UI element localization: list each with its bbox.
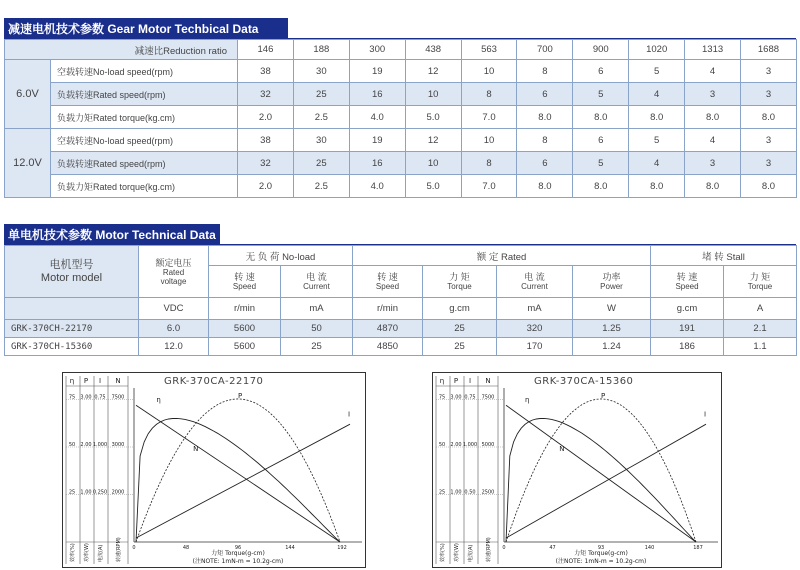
value-cell: 4 [685, 129, 741, 152]
value-cell: 25 [293, 83, 349, 106]
value-cell: 8.0 [629, 106, 685, 129]
value-cell: 8 [517, 129, 573, 152]
value-cell: 191 [651, 320, 724, 338]
ratio-cell: 700 [517, 40, 573, 60]
voltage-header [139, 246, 209, 298]
value-cell: 3 [741, 60, 797, 83]
value-cell: 3 [685, 83, 741, 106]
x-tick-label: 47 [549, 545, 556, 551]
value-cell: 8 [517, 60, 573, 83]
col-header: 电 流 Current [497, 266, 573, 298]
value-cell: 50 [281, 320, 353, 338]
unit-cell: r/min [209, 298, 281, 320]
x-tick-label: 48 [182, 545, 190, 551]
value-cell: 2.5 [293, 175, 349, 198]
voltage-header-cn: 额定电压 [155, 257, 192, 268]
value-cell: 25 [423, 320, 497, 338]
value-cell: 25 [423, 338, 497, 356]
y-axis-label: 功率(W) [454, 543, 460, 562]
value-cell: 38 [238, 129, 294, 152]
value-cell: 8.0 [573, 175, 629, 198]
col-header: 转 速 Speed [353, 266, 423, 298]
chart-title: GRK-370CA-22170 [164, 376, 264, 387]
x-tick-label: 0 [502, 545, 506, 551]
voltage-label: 12.0V [5, 129, 51, 198]
y-tick-label: 50 [68, 442, 76, 448]
value-cell: 5600 [209, 338, 281, 356]
y-tick-label: 2.00 [450, 442, 462, 448]
value-cell: 30 [293, 129, 349, 152]
value-cell: 19 [349, 60, 405, 83]
y-axis-label: 效率(%) [440, 543, 446, 562]
column-head: η [439, 377, 445, 385]
column-head: I [98, 377, 102, 385]
value-cell: 7.0 [461, 175, 517, 198]
value-cell: 5.0 [405, 106, 461, 129]
stall-header: 堵 转 Stall [651, 246, 797, 266]
y-tick-label: 25 [438, 489, 446, 496]
chart-title: GRK-370CA-15360 [534, 376, 634, 387]
column-head: I [468, 377, 472, 385]
value-cell: 8.0 [517, 106, 573, 129]
y-tick-label: 25 [68, 489, 76, 496]
x-tick-label: 0 [132, 545, 136, 551]
value-cell: 10 [461, 129, 517, 152]
y-tick-label: 3.00 [80, 394, 92, 401]
value-cell: 3 [741, 152, 797, 175]
value-cell: 12 [405, 129, 461, 152]
y-axis-label: 效率(%) [70, 543, 76, 562]
power-label: P [601, 392, 606, 400]
value-cell: 12.0 [139, 338, 209, 356]
y-tick-label: 0.75 [94, 394, 106, 401]
motor-section-title: 单电机技术参数 Motor Technical Data [4, 224, 220, 246]
value-cell: 25 [293, 152, 349, 175]
speed-label: N [193, 444, 199, 453]
value-cell: 1.1 [724, 338, 797, 356]
value-cell: 2.0 [238, 106, 294, 129]
row-label: 负载转速Rated speed(rpm) [51, 83, 238, 106]
performance-chart-22170 [62, 372, 366, 568]
column-head: P [453, 377, 459, 385]
speed-label: N [559, 444, 565, 453]
value-cell: 186 [651, 338, 724, 356]
ratio-cell: 146 [238, 40, 294, 60]
column-head: P [83, 377, 89, 385]
x-axis-label: 力矩 Torque(g-cm) [211, 550, 265, 557]
gear-table [4, 39, 797, 198]
y-tick-label: 1.000 [462, 442, 478, 448]
value-cell: 16 [349, 152, 405, 175]
value-cell: 4 [629, 83, 685, 106]
row-label: 负载力矩Rated torque(kg.cm) [51, 106, 238, 129]
performance-chart-15360 [432, 372, 722, 568]
x-tick-label: 96 [234, 545, 242, 551]
value-cell: 8.0 [573, 106, 629, 129]
col-header: 电 流 Current [281, 266, 353, 298]
model-header-en: Motor model [40, 271, 103, 284]
value-cell: 8 [461, 83, 517, 106]
value-cell: 5.0 [405, 175, 461, 198]
value-cell: 6.0 [139, 320, 209, 338]
value-cell: 3 [741, 129, 797, 152]
chart-note: (注NOTE: 1mN-m = 10.2g-cm) [192, 558, 284, 565]
y-tick-label: 2500 [481, 489, 495, 496]
y-tick-label: 75 [438, 394, 446, 401]
value-cell: 6 [517, 152, 573, 175]
value-cell: 19 [349, 129, 405, 152]
value-cell: 8.0 [741, 106, 797, 129]
row-label: 负载力矩Rated torque(kg.cm) [51, 175, 238, 198]
value-cell: 8 [461, 152, 517, 175]
value-cell: 5 [629, 60, 685, 83]
ratio-cell: 900 [573, 40, 629, 60]
row-label: 空载转速No-load speed(rpm) [51, 129, 238, 152]
value-cell: 8.0 [517, 175, 573, 198]
unit-cell: mA [497, 298, 573, 320]
unit-cell: g.cm [651, 298, 724, 320]
ratio-label: 减速比Reduction ratio [5, 40, 238, 60]
value-cell: 30 [293, 60, 349, 83]
value-cell: 38 [238, 60, 294, 83]
x-tick-label: 140 [644, 545, 655, 551]
y-tick-label: 2.00 [80, 442, 92, 448]
model-header-cn: 电机型号 [49, 258, 94, 271]
y-tick-label: 2000 [111, 489, 125, 496]
value-cell: 5600 [209, 320, 281, 338]
y-axis-label: 转速(RPM) [486, 537, 492, 562]
y-axis-label: 电流(A) [468, 544, 474, 562]
y-tick-label: 7500 [481, 394, 495, 401]
value-cell: 2.0 [238, 175, 294, 198]
value-cell: 8.0 [685, 175, 741, 198]
chart-note: (注NOTE: 1mN-m = 10.2g-cm) [555, 558, 647, 565]
unit-cell: VDC [139, 298, 209, 320]
value-cell: 12 [405, 60, 461, 83]
x-tick-label: 192 [337, 545, 347, 551]
value-cell: 25 [281, 338, 353, 356]
value-cell: 10 [405, 83, 461, 106]
value-cell: 10 [461, 60, 517, 83]
value-cell: 4 [629, 152, 685, 175]
value-cell: 2.5 [293, 106, 349, 129]
y-tick-label: 75 [68, 394, 76, 401]
x-tick-label: 187 [693, 545, 703, 551]
y-tick-label: 50 [438, 442, 446, 448]
value-cell: 32 [238, 152, 294, 175]
current-label: I [348, 410, 351, 419]
y-tick-label: 0.250 [92, 489, 108, 496]
column-head: η [69, 377, 75, 385]
ratio-cell: 1688 [741, 40, 797, 60]
y-tick-label: 0.75 [464, 394, 476, 401]
motor-table [4, 245, 797, 356]
value-cell: 4850 [353, 338, 423, 356]
value-cell: 6 [573, 60, 629, 83]
power-label: P [238, 392, 243, 400]
value-cell: 8.0 [741, 175, 797, 198]
ratio-cell: 563 [461, 40, 517, 60]
value-cell: 2.1 [724, 320, 797, 338]
value-cell: 32 [238, 83, 294, 106]
value-cell: 4.0 [349, 106, 405, 129]
y-tick-label: 1.00 [450, 489, 462, 496]
voltage-label: 6.0V [5, 60, 51, 129]
value-cell: 320 [497, 320, 573, 338]
model-header [5, 246, 139, 298]
value-cell: 1.25 [573, 320, 651, 338]
col-header: 转 速 Speed [209, 266, 281, 298]
noload-header: 无 负 荷 No-load [209, 246, 353, 266]
y-tick-label: 1.000 [92, 442, 108, 448]
model-cell: GRK-370CH-15360 [5, 338, 139, 356]
voltage-header-en2: voltage [160, 276, 187, 286]
col-header: 功率 Power [573, 266, 651, 298]
model-cell: GRK-370CH-22170 [5, 320, 139, 338]
value-cell: 3 [741, 83, 797, 106]
value-cell: 7.0 [461, 106, 517, 129]
value-cell: 3 [685, 152, 741, 175]
value-cell: 5 [629, 129, 685, 152]
col-header: 力 矩 Torque [423, 266, 497, 298]
y-tick-label: 3.00 [450, 394, 462, 401]
gear-section-title: 减速电机技术参数 Gear Motor Techbical Data [4, 18, 288, 40]
col-header: 力 矩 Torque [724, 266, 797, 298]
chart-frame [433, 373, 722, 568]
y-axis-label: 转速(RPM) [116, 537, 122, 562]
ratio-cell: 300 [349, 40, 405, 60]
ratio-cell: 188 [293, 40, 349, 60]
value-cell: 4 [685, 60, 741, 83]
rated-header: 额 定 Rated [353, 246, 651, 266]
column-head: N [485, 377, 491, 385]
y-tick-label: 0.50 [464, 489, 476, 496]
unit-cell: W [573, 298, 651, 320]
voltage-header-en1: Rated [162, 267, 185, 277]
value-cell: 10 [405, 152, 461, 175]
x-tick-label: 93 [597, 545, 605, 551]
y-tick-label: 7500 [111, 394, 125, 401]
value-cell: 6 [517, 83, 573, 106]
current-label: I [704, 410, 707, 419]
efficiency-label: η [156, 396, 161, 404]
ratio-cell: 1313 [685, 40, 741, 60]
unit-cell: g.cm [423, 298, 497, 320]
y-tick-label: 5000 [481, 442, 495, 448]
x-axis-label: 力矩 Torque(g-cm) [574, 550, 628, 557]
value-cell: 8.0 [629, 175, 685, 198]
value-cell: 4870 [353, 320, 423, 338]
y-axis-label: 电流(A) [98, 544, 104, 562]
row-label: 负载转速Rated speed(rpm) [51, 152, 238, 175]
column-head: N [115, 377, 121, 385]
value-cell: 5 [573, 152, 629, 175]
ratio-cell: 438 [405, 40, 461, 60]
row-label: 空载转速No-load speed(rpm) [51, 60, 238, 83]
value-cell: 1.24 [573, 338, 651, 356]
col-header: 转 速 Speed [651, 266, 724, 298]
y-tick-label: 3000 [111, 442, 125, 448]
unit-cell: A [724, 298, 797, 320]
model-unit-cell [5, 298, 139, 320]
unit-cell: mA [281, 298, 353, 320]
value-cell: 5 [573, 83, 629, 106]
value-cell: 6 [573, 129, 629, 152]
y-tick-label: 1.00 [80, 489, 92, 496]
value-cell: 4.0 [349, 175, 405, 198]
y-axis-label: 功率(W) [84, 543, 90, 562]
value-cell: 16 [349, 83, 405, 106]
value-cell: 8.0 [685, 106, 741, 129]
value-cell: 170 [497, 338, 573, 356]
ratio-cell: 1020 [629, 40, 685, 60]
efficiency-label: η [525, 396, 530, 404]
x-tick-label: 144 [285, 545, 295, 551]
unit-cell: r/min [353, 298, 423, 320]
